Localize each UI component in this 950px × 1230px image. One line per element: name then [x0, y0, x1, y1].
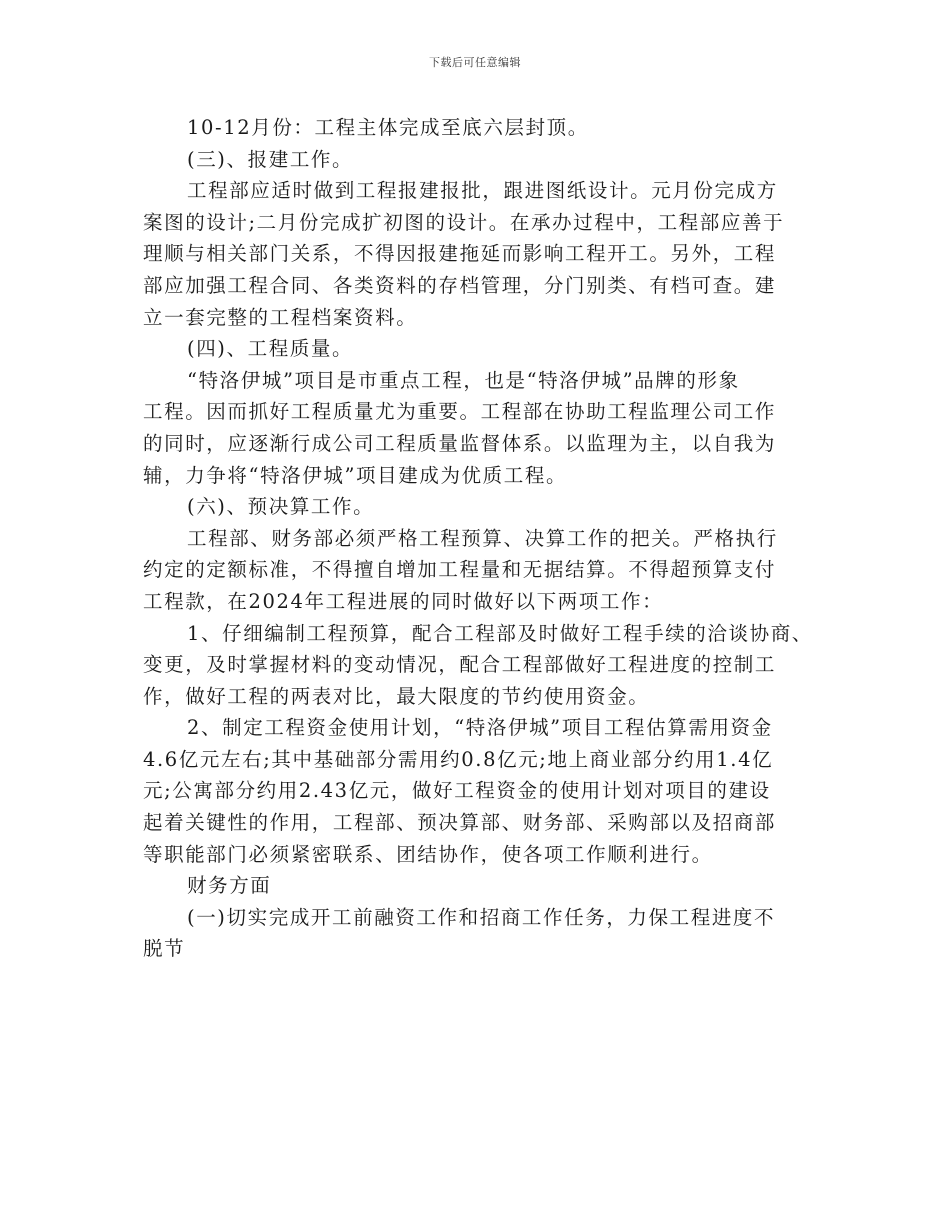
text-line: 理顺与相关部门关系，不得因报建拖延而影响工程开工。另外，工程	[143, 242, 777, 266]
text-line: 元;公寓部分约用2.43亿元，做好工程资金的使用计划对项目的建设	[143, 779, 771, 803]
text-line: (一)切实完成开工前融资工作和招商工作任务，力保工程进度不	[187, 905, 776, 929]
text-line: 作，做好工程的两表对比，最大限度的节约使用资金。	[143, 684, 650, 708]
text-line: 脱节	[143, 937, 186, 961]
text-line: 工程部应适时做到工程报建报批，跟进图纸设计。元月份完成方	[187, 179, 778, 203]
text-line: 10-12月份：工程主体完成至底六层封顶。	[187, 116, 589, 139]
text-line: 变更，及时掌握材料的变动情况，配合工程部做好工程进度的控制工	[143, 653, 777, 677]
page-header: 下载后可任意编辑	[429, 56, 521, 69]
text-line: 等职能部门必须紧密联系、团结协作，使各项工作顺利进行。	[143, 842, 713, 866]
text-line: 案图的设计;二月份完成扩初图的设计。在承办过程中，工程部应善于	[143, 210, 785, 234]
text-line: 工程。因而抓好工程质量尤为重要。工程部在协助工程监理公司工作	[143, 400, 777, 424]
text-line: (四)、工程质量。	[187, 337, 354, 361]
text-line: 2、制定工程资金使用计划，“特洛伊城”项目工程估算需用资金	[187, 716, 773, 740]
text-line: (三)、报建工作。	[187, 147, 354, 171]
text-line: “特洛伊城”项目是市重点工程，也是“特洛伊城”品牌的形象	[187, 368, 740, 392]
text-line: 1、仔细编制工程预算，配合工程部及时做好工程手续的洽谈协商、	[187, 621, 813, 645]
text-line: 部应加强工程合同、各类资料的存档管理，分门别类、有档可查。建	[143, 273, 777, 297]
text-line: (六)、预决算工作。	[187, 495, 375, 519]
text-line: 起着关键性的作用，工程部、预决算部、财务部、采购部以及招商部	[143, 811, 777, 835]
text-line: 的同时，应逐渐行成公司工程质量监督体系。以监理为主，以自我为	[143, 431, 777, 455]
document-body	[143, 112, 823, 965]
text-line: 辅，力争将“特洛伊城”项目建成为优质工程。	[143, 463, 568, 487]
text-line: 4.6亿元左右;其中基础部分需用约0.8亿元;地上商业部分约用1.4亿	[143, 747, 774, 771]
text-line: 工程部、财务部必须严格工程预算、决算工作的把关。严格执行	[187, 526, 778, 550]
text-line: 工程款，在2024年工程进展的同时做好以下两项工作：	[143, 589, 664, 613]
text-line: 约定的定额标准，不得擅自增加工程量和无据结算。不得超预算支付	[143, 558, 777, 582]
text-line: 财务方面	[187, 874, 272, 898]
text-line: 立一套完整的工程档案资料。	[143, 305, 418, 329]
